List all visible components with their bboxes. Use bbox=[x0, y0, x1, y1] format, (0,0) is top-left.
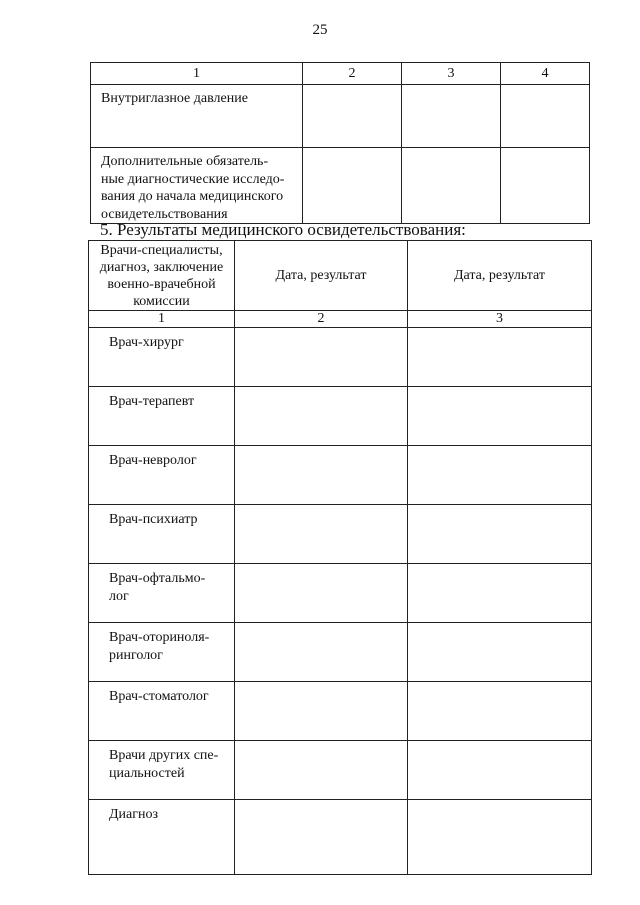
column-number: 3 bbox=[402, 63, 501, 85]
result-cell[interactable] bbox=[235, 682, 408, 741]
table-cell[interactable] bbox=[501, 85, 590, 148]
header-specialists: Врачи-специалисты, диагноз, заключение военно-врачебной комиссии bbox=[89, 241, 235, 311]
result-cell[interactable] bbox=[408, 446, 592, 505]
result-cell[interactable] bbox=[408, 328, 592, 387]
specialist-label bbox=[89, 446, 235, 505]
result-cell[interactable] bbox=[408, 623, 592, 682]
row-label: Внутриглазное давление bbox=[91, 85, 303, 148]
table-row bbox=[89, 682, 592, 741]
row-label-line: вания до начала медицинского bbox=[101, 189, 284, 204]
specialist-label-line: лог bbox=[109, 589, 129, 604]
row-label bbox=[91, 148, 303, 224]
table-row bbox=[91, 148, 590, 224]
result-cell[interactable] bbox=[235, 800, 408, 875]
specialist-label-line: Врач-стоматолог bbox=[109, 689, 209, 704]
result-cell[interactable] bbox=[408, 741, 592, 800]
diagnostics-table bbox=[90, 62, 590, 224]
section-title: 5. Результаты медицинского освидетельствования: bbox=[100, 220, 466, 239]
table-row bbox=[91, 85, 590, 148]
column-number: 4 bbox=[501, 63, 590, 85]
result-cell[interactable] bbox=[408, 387, 592, 446]
table-row bbox=[89, 446, 592, 505]
result-cell[interactable] bbox=[235, 328, 408, 387]
column-number: 2 bbox=[235, 311, 408, 328]
result-cell[interactable] bbox=[408, 800, 592, 875]
result-cell[interactable] bbox=[408, 505, 592, 564]
result-cell[interactable] bbox=[235, 446, 408, 505]
column-number: 3 bbox=[408, 311, 592, 328]
result-cell[interactable] bbox=[235, 741, 408, 800]
specialist-label-line: Диагноз bbox=[109, 807, 159, 822]
table-cell[interactable] bbox=[501, 148, 590, 224]
specialist-label bbox=[89, 623, 235, 682]
table-header-row bbox=[89, 241, 592, 311]
column-number: 2 bbox=[303, 63, 402, 85]
page-number: 25 bbox=[312, 22, 328, 38]
specialist-label-line: Врач-хирург bbox=[109, 335, 184, 350]
table-row bbox=[89, 505, 592, 564]
row-label-line: Дополнительные обязатель- bbox=[101, 154, 269, 169]
column-numbers-row bbox=[89, 311, 592, 328]
table-row bbox=[89, 387, 592, 446]
examination-results-table bbox=[88, 240, 592, 875]
row-label-line: освидетельствования bbox=[101, 206, 228, 222]
result-cell[interactable] bbox=[235, 564, 408, 623]
table-cell[interactable] bbox=[402, 148, 501, 224]
specialist-label bbox=[89, 741, 235, 800]
result-cell[interactable] bbox=[235, 623, 408, 682]
specialist-label-line: Врачи других спе- bbox=[109, 748, 219, 763]
specialist-label-line: Врач-офтальмо- bbox=[109, 571, 206, 586]
specialist-label-line: Врач-невролог bbox=[109, 453, 197, 468]
specialist-label bbox=[89, 682, 235, 741]
table-row bbox=[89, 564, 592, 623]
table-row bbox=[89, 623, 592, 682]
result-cell[interactable] bbox=[235, 387, 408, 446]
row-label-line: ные диагностические исследо- bbox=[101, 171, 285, 187]
result-cell[interactable] bbox=[408, 564, 592, 623]
table-body bbox=[89, 328, 592, 875]
specialist-label-line: Врач-психиатр bbox=[109, 512, 198, 527]
specialist-label bbox=[89, 505, 235, 564]
table-row bbox=[89, 741, 592, 800]
specialist-label bbox=[89, 564, 235, 623]
table-cell[interactable] bbox=[402, 85, 501, 148]
specialist-label-line: Врач-терапевт bbox=[109, 394, 195, 409]
column-number: 1 bbox=[89, 311, 235, 328]
table-cell[interactable] bbox=[303, 148, 402, 224]
specialist-label bbox=[89, 800, 235, 875]
specialist-label-line: циальностей bbox=[109, 766, 185, 781]
specialist-label-line: ринголог bbox=[109, 648, 163, 663]
result-cell[interactable] bbox=[408, 682, 592, 741]
specialist-label-line: Врач-оториноля- bbox=[109, 630, 210, 645]
column-number: 1 bbox=[91, 63, 303, 85]
header-date-result: Дата, результат bbox=[408, 241, 592, 311]
table-row bbox=[89, 328, 592, 387]
table-row bbox=[89, 800, 592, 875]
specialist-label bbox=[89, 387, 235, 446]
header-date-result: Дата, результат bbox=[235, 241, 408, 311]
table-header-row bbox=[91, 63, 590, 85]
table-cell[interactable] bbox=[303, 85, 402, 148]
result-cell[interactable] bbox=[235, 505, 408, 564]
specialist-label bbox=[89, 328, 235, 387]
